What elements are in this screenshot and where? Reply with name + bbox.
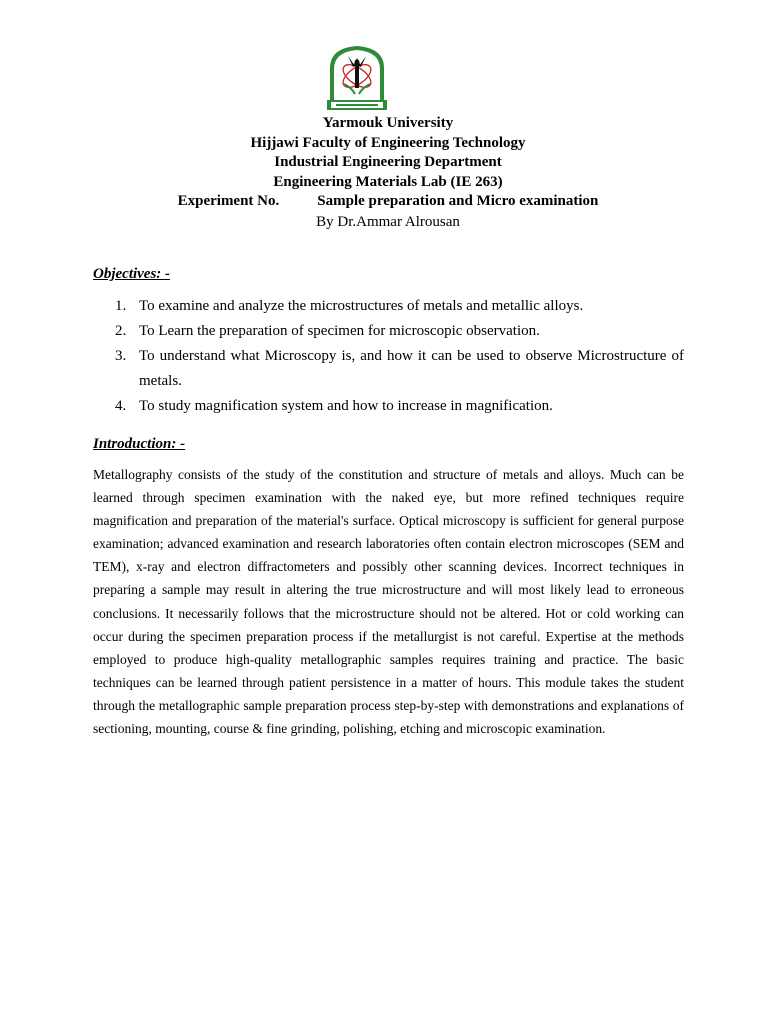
author-line: By Dr.Ammar Alrousan: [316, 213, 460, 230]
objective-text: To understand what Microscopy is, and how it can be used to observe Microstructure of metals.: [139, 348, 684, 389]
department-name: Industrial Engineering Department: [274, 154, 502, 170]
objective-number: 1.: [115, 298, 127, 314]
objective-number: 2.: [115, 323, 127, 339]
university-name: Yarmouk University: [322, 115, 454, 131]
objectives-list: [93, 294, 684, 419]
course-name: Engineering Materials Lab (IE 263): [273, 173, 503, 190]
objective-item: [93, 294, 684, 319]
objective-item: [93, 394, 684, 419]
objective-text: To examine and analyze the microstructures of metals and metallic alloys.: [139, 298, 584, 314]
objective-number: 3.: [115, 348, 127, 364]
university-logo: [322, 44, 392, 114]
objective-item: [93, 319, 684, 344]
experiment-line: [60, 192, 716, 212]
experiment-title: Sample preparation and Micro examination: [317, 193, 599, 209]
experiment-label: Experiment No.: [177, 193, 280, 209]
faculty-name: Hijjawi Faculty of Engineering Technology: [250, 134, 526, 151]
document-header: [60, 114, 716, 232]
introduction-heading: Introduction: -: [93, 436, 186, 452]
objective-text: To Learn the preparation of specimen for microscopic observation.: [139, 323, 540, 339]
objective-text: To study magnification system and how to increase in magnification.: [139, 398, 553, 414]
objective-number: 4.: [115, 398, 127, 414]
objective-item: [93, 344, 684, 394]
objectives-heading: Objectives: -: [93, 266, 171, 282]
introduction-paragraph: Metallography consists of the study of the constitution and structure of metals and alloys. Much can be learned through specimen examination with the naked eye, but more refined techniques require magnification and preparation of the material's surface. Optical microscopy is sufficient for general purpose examination; advanced examination and research laboratories often contain electron microscopes (SEM and TEM), x-ray and electron diffractometers and possibly other scanning devices. Incorrect techniques in preparing a sample may result in altering the true microstructure and will most likely lead to erroneous conclusions. It necessarily follows that the microstructure should not be altered. Hot or cold working can occur during the specimen preparation process if the metallurgist is not careful. Expertise at the methods employed to produce high-quality metallographic samples requires training and practice. The basic techniques can be learned through patient persistence in a matter of hours. This module takes the student through the metallographic sample preparation process step-by-step with demonstrations and explanations of sectioning, mounting, course & fine grinding, polishing, etching and microscopic examination.: [93, 467, 684, 737]
